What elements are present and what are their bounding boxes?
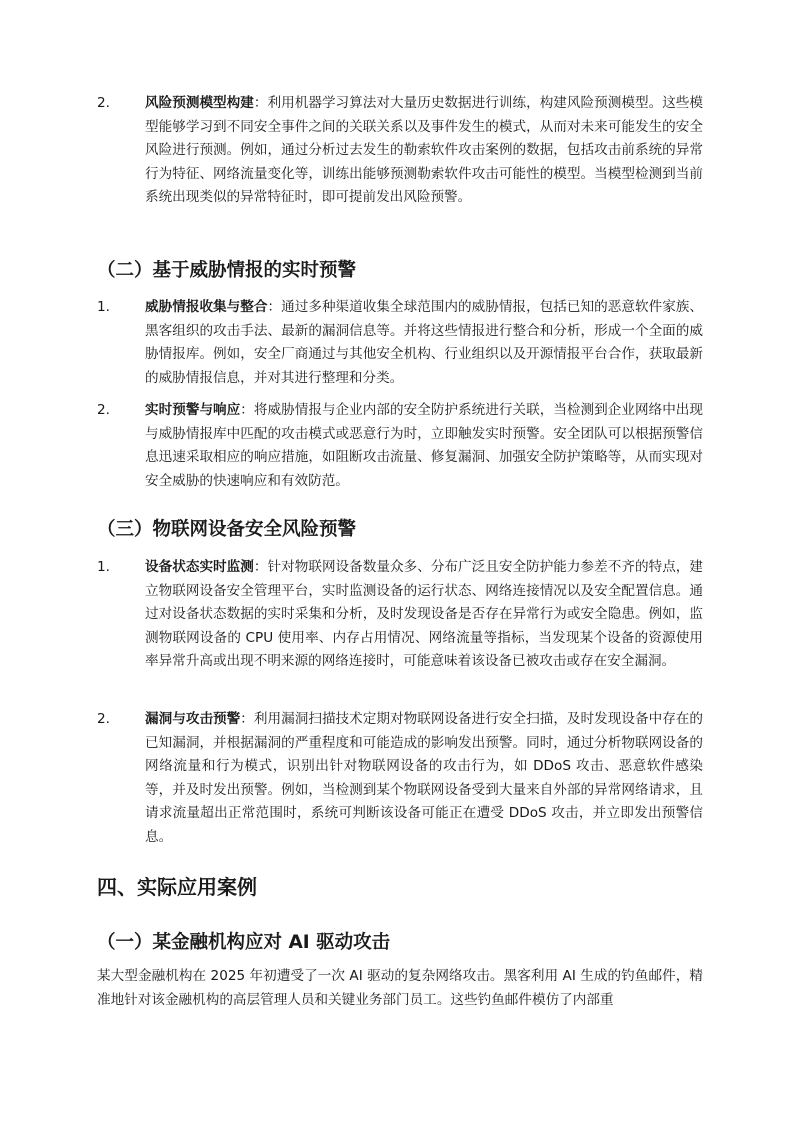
list-item-text: ：利用漏洞扫描技术定期对物联网设备进行安全扫描，及时发现设备中存在的已知漏洞，并根据漏洞的严重程度和可能造成的影响发出预警。同时，通过分析物联网设备的网络流量和行为模式，识别出针对物联网设备的攻击行为，如 DDoS 攻击、恶意软件感染等，并及时发出预警。例如，当检测到某个物联网设备受到大量来自外部的异常网络请求，且请求流量超出正常范围时，系统可判断该设备可能正在遭受 DDoS 攻击，并立即发出预警信息。 <box>145 711 704 845</box>
list-item-text: ：利用机器学习算法对大量历史数据进行训练，构建风险预测模型。这些模型能够学习到不同安全事件之间的关联关系以及事件发生的模式，从而对未来可能发生的安全风险进行预测。例如，通过分析过去发生的勒索软件攻击案例的数据，包括攻击前系统的异常行为特征、网络流量变化等，训练出能够预测勒索软件攻击可能性的模型。当模型检测到当前系统出现类似的异常特征时，即可提前发出风险预警。 <box>145 95 704 206</box>
list-item <box>97 708 703 850</box>
list-item-text: ：针对物联网设备数量众多、分布广泛且安全防护能力参差不齐的特点，建立物联网设备安全管理平台，实时监测设备的运行状态、网络连接情况以及安全配置信息。通过对设备状态数据的实时采集和分析，及时发现设备是否存在异常行为或安全隐患。例如，监测物联网设备的 CPU 使用率、内存占用情况、网络流量等指标，当发现某个设备的资源使用率异常升高或出现不明来源的网络连接时，可能意味着该设备已被攻击或存在安全漏洞。 <box>145 559 704 670</box>
list-item-text: ：通过多种渠道收集全球范围内的威胁情报，包括已知的恶意软件家族、黑客组织的攻击手法、最新的漏洞信息等。并将这些情报进行整合和分析，形成一个全面的威胁情报库。例如，安全厂商通过与其他安全机构、行业组织以及开源情报平台合作，获取最新的威胁情报信息，并对其进行整理和分类。 <box>145 299 704 386</box>
list-item <box>97 296 703 390</box>
list-item-body <box>145 92 703 210</box>
list-item-term: 漏洞与攻击预警 <box>145 711 241 727</box>
list-item-body <box>145 296 703 390</box>
body-paragraph: 某大型金融机构在 2025 年初遭受了一次 AI 驱动的复杂网络攻击。黑客利用 AI 生成的钓鱼邮件，精准地针对该金融机构的高层管理人员和关键业务部门员工。这些钓鱼邮件模仿了内部重 <box>97 968 703 1008</box>
section-heading: （二）基于威胁情报的实时预警 <box>97 260 357 281</box>
list-item-body <box>145 708 703 850</box>
list-item-term: 威胁情报收集与整合 <box>145 299 268 315</box>
list-item-body <box>145 399 703 493</box>
list-item <box>97 556 703 674</box>
list-number: 2. <box>97 95 110 111</box>
chapter-heading: 四、实际应用案例 <box>97 875 257 899</box>
section-heading: （一）某金融机构应对 AI 驱动攻击 <box>97 932 391 953</box>
list-item-body <box>145 556 703 674</box>
list-number: 1. <box>97 299 110 315</box>
list-item <box>97 92 703 210</box>
list-number: 1. <box>97 559 110 575</box>
list-number: 2. <box>97 402 110 418</box>
section-heading: （三）物联网设备安全风险预警 <box>97 519 357 540</box>
list-item-term: 设备状态实时监测 <box>145 559 254 575</box>
list-item <box>97 399 703 493</box>
list-item-text: ：将威胁情报与企业内部的安全防护系统进行关联，当检测到企业网络中出现与威胁情报库中匹配的攻击模式或恶意行为时，立即触发实时预警。安全团队可以根据预警信息迅速采取相应的响应措施，如阻断攻击流量、修复漏洞、加强安全防护策略等，从而实现对安全威胁的快速响应和有效防范。 <box>145 402 704 489</box>
list-item-term: 实时预警与响应 <box>145 402 241 418</box>
list-item-term: 风险预测模型构建 <box>145 95 254 111</box>
list-number: 2. <box>97 711 110 727</box>
